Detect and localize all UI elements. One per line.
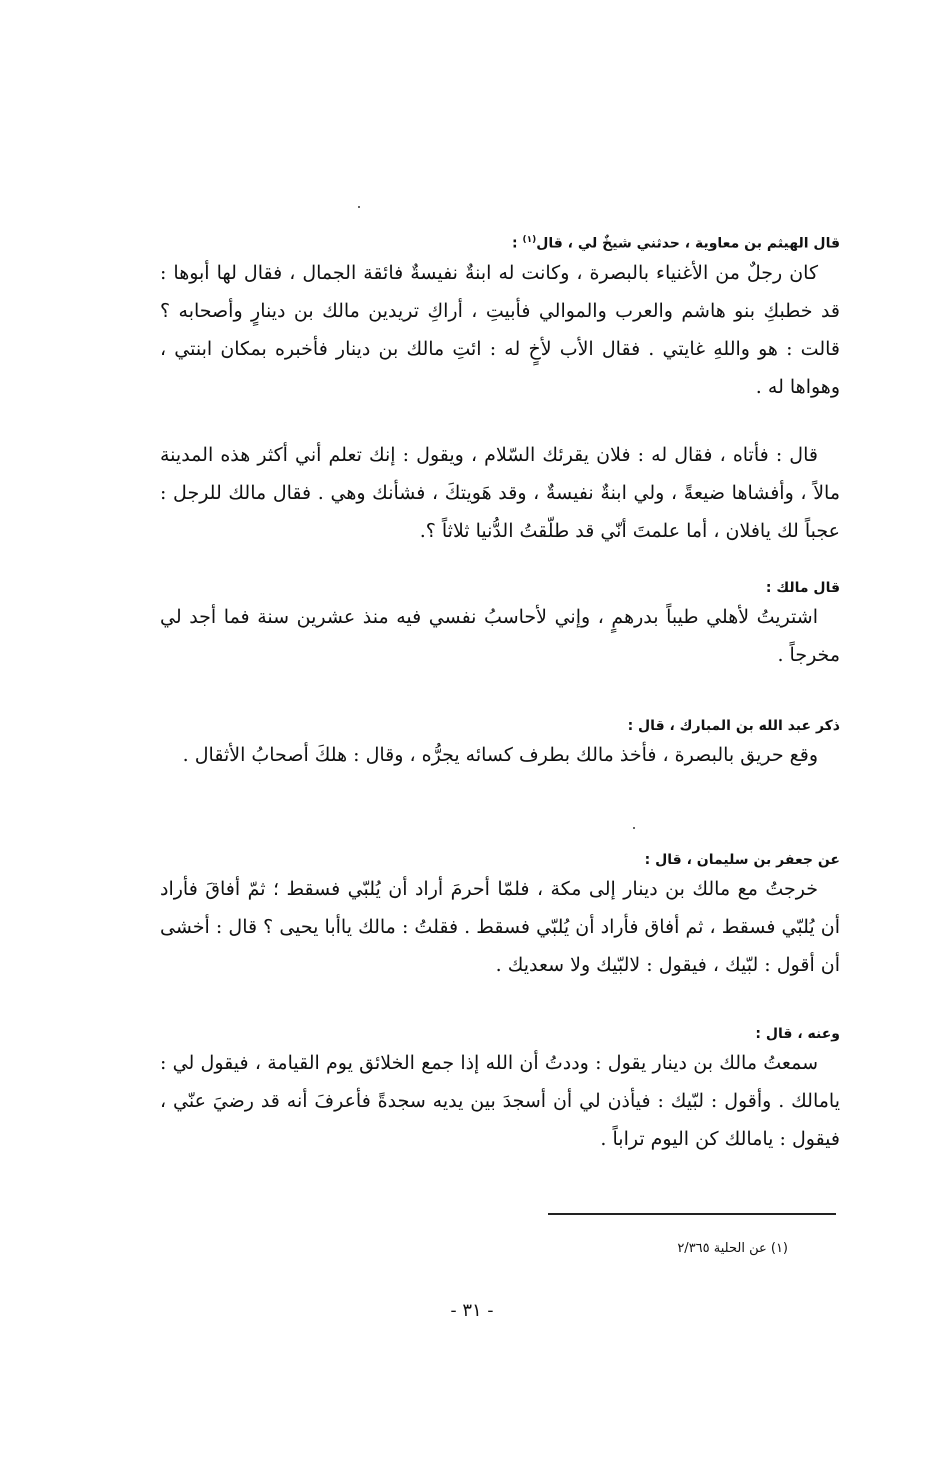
section-5 — [160, 850, 840, 984]
section-1 — [160, 230, 840, 406]
section-heading: قال الهيثم بن معاوية ، حدثني شيخٌ لي ، قال$^{(١)}$ : — [511, 235, 840, 252]
section-3 — [160, 578, 840, 674]
section-body: قال : فأتاه ، فقال له : فلان يقرئك السّلام ، ويقول : إنك تعلم أني أكثر هذه المدينة مالاً ، وأفشاها ضيعةً ، ولي ابنةٌ نفيسةٌ ، وقد هَويتكَ ، فشأنك وهي . فقال مالك للرجل : عجباً لك يافلان ، أما علمتَ أنّي قد طلّقتُ الدُّنيا ثلاثاً ؟. — [160, 444, 840, 542]
section-6 — [160, 1024, 840, 1158]
section-body: خرجتُ مع مالك بن دينار إلى مكة ، فلمّا أحرمَ أراد أن يُلبّي فسقط ؛ ثمّ أفاقَ فأراد أن يُلبّي فسقط ، ثم أفاق فأراد أن يُلبّي فسقط . فقلتُ : مالك ياأبا يحيى ؟ قال : أخشى أن أقول : لبّيك ، فيقول : لالبّيك ولا سعديك . — [160, 878, 840, 976]
page-number: - ٣١ - — [450, 1300, 494, 1321]
scan-speck — [633, 827, 635, 829]
footnote: (١) عن الحلية ٢/٣٦٥ — [677, 1241, 788, 1256]
section-body: سمعتُ مالك بن دينار يقول : وددتُ أن الله إذا جمع الخلائق يوم القيامة ، فيقول لي : يامالك . وأقول : لبّيك : فيأذن لي أن أسجدَ بين يديه سجدةً فأعرفَ أنه قد رضيَ عنّي ، فيقول : يامالك كن اليوم تراباً . — [160, 1052, 840, 1150]
scan-speck — [358, 206, 360, 208]
section-2 — [160, 436, 840, 550]
section-4 — [160, 716, 840, 774]
section-heading: وعنه ، قال : — [755, 1026, 840, 1042]
section-body: اشتريتُ لأهلي طيباً بدرهمٍ ، وإني لأحاسبُ نفسي فيه منذ عشرين سنة فما أجد لي مخرجاً . — [160, 606, 840, 666]
section-heading: ذكر عبد الله بن المبارك ، قال : — [627, 718, 840, 734]
section-heading: قال مالك : — [765, 580, 840, 596]
section-body: كان رجلٌ من الأغنياء بالبصرة ، وكانت له ابنةٌ نفيسةٌ فائقة الجمال ، فقال لها أبوها : قد خطبكِ بنو هاشم والعرب والموالي فأبيتِ ، أراكِ تريدين مالك بن دينارٍ وأصحابه ؟ قالت : هو واللهِ غايتي . فقال الأب لأخٍ له : ائتِ مالك بن دينار فأخبره بمكان ابنتي ، وهواها له . — [160, 261, 840, 398]
footnote-separator — [548, 1213, 836, 1215]
footnote-ref[interactable]: (١) — [522, 235, 537, 245]
section-heading: عن جعفر بن سليمان ، قال : — [644, 852, 840, 868]
section-body: وقع حريق بالبصرة ، فأخذ مالك بطرف كسائه يجرُّه ، وقال : هلكَ أصحابُ الأثقال . — [182, 744, 818, 766]
